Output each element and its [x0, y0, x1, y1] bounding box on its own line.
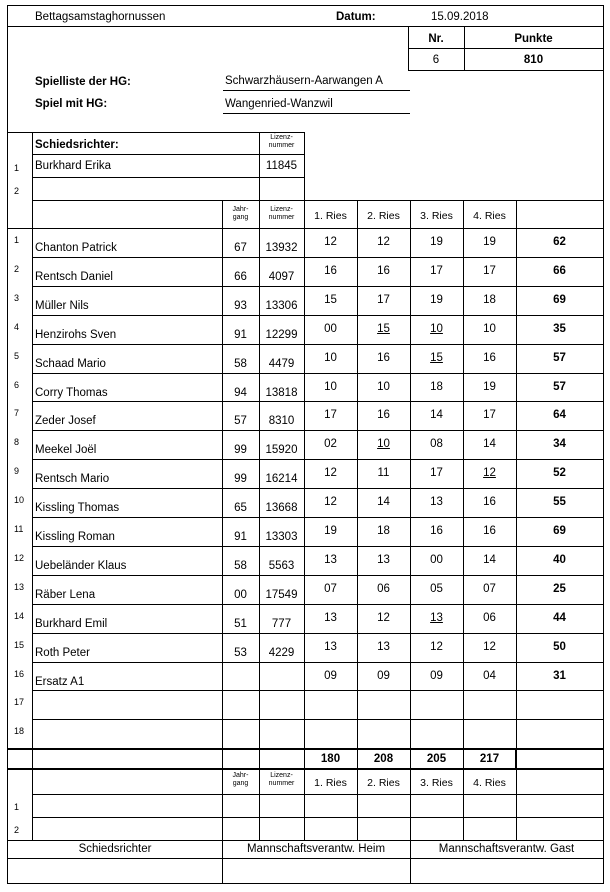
player-name: Corry Thomas [35, 386, 108, 399]
player-ries-score: 16 [377, 264, 390, 277]
player-ries-score: 19 [483, 380, 496, 393]
player-row-num: 12 [14, 552, 25, 563]
player-ries-score: 04 [483, 669, 496, 682]
referee-lizenz: 11845 [265, 160, 298, 172]
player-row-num: 6 [14, 379, 20, 390]
player-name: Zeder Josef [35, 415, 96, 428]
nr-box-bottom [408, 70, 603, 71]
player-ries-score: 19 [324, 525, 337, 537]
signature-label-3: Mannschaftsverantw. Gast [438, 843, 575, 856]
player-lizenz: 15920 [265, 444, 298, 457]
extras-bottom-line [8, 840, 603, 841]
player-ries-score: 13 [324, 640, 337, 653]
player-lizenz: 13303 [265, 531, 298, 543]
player-ries-score: 18 [377, 525, 390, 537]
spiel-mit-underline [223, 113, 410, 114]
punkte-label: Punkte [514, 33, 553, 45]
date-value: 15.09.2018 [431, 11, 489, 23]
extras-header-bottom [32, 794, 603, 795]
player-name: Räber Lena [35, 588, 96, 601]
player-total: 69 [553, 525, 566, 537]
player-jahrgang: 58 [234, 357, 247, 370]
referee-label: Schiedsrichter: [35, 139, 119, 151]
player-total: 52 [553, 467, 566, 480]
player-lizenz: 17549 [265, 588, 298, 601]
player-ries-score: 17 [377, 293, 390, 306]
player-ries-score: 15 [430, 351, 443, 364]
player-ries-score: 10 [377, 380, 390, 393]
player-ries-score: 07 [324, 582, 337, 595]
player-ries-score: 13 [377, 640, 390, 653]
referee-row-num: 2 [14, 186, 20, 196]
spiel-mit-label: Spiel mit HG: [35, 98, 108, 110]
player-total: 62 [553, 236, 566, 248]
totals-ries: 217 [479, 753, 500, 766]
player-ries-score: 09 [324, 669, 337, 682]
player-row-num: 15 [14, 639, 25, 650]
ries-header-1: 1. Ries [314, 210, 347, 222]
extras-row-line [32, 817, 603, 818]
player-name: Uebeländer Klaus [35, 559, 127, 572]
player-row-line [32, 662, 603, 663]
player-row-line [32, 344, 603, 345]
player-ries-score: 05 [430, 582, 443, 595]
player-row-num: 10 [14, 495, 25, 506]
totals-ries: 205 [426, 753, 447, 766]
players-header-bottom [8, 228, 603, 229]
player-ries-score: 16 [324, 264, 337, 277]
player-ries-score: 15 [324, 293, 337, 306]
player-total: 69 [553, 293, 566, 306]
punkte-value: 810 [523, 54, 544, 66]
player-ries-score: 17 [430, 264, 443, 277]
player-total: 35 [553, 322, 566, 335]
signature-divider-2 [410, 840, 411, 883]
sheet-title: Bettagsamstaghornussen [35, 11, 166, 23]
player-row-num: 16 [14, 668, 25, 679]
player-jahrgang: 99 [234, 473, 247, 486]
player-name: Chanton Patrick [35, 242, 117, 254]
player-lizenz: 13818 [265, 386, 298, 399]
player-ries-score: 12 [483, 467, 496, 480]
player-row-num: 18 [14, 726, 25, 737]
player-ries-score: 15 [377, 322, 390, 335]
player-row-num: 11 [14, 524, 24, 534]
player-row-line [32, 517, 603, 518]
player-ries-score: 09 [430, 669, 443, 682]
player-row-num: 8 [14, 437, 20, 448]
player-lizenz: 12299 [265, 328, 298, 341]
signature-label-1: Schiedsrichter [78, 843, 152, 856]
player-row-line [32, 633, 603, 634]
signature-divider-1 [222, 840, 223, 883]
player-ries-score: 18 [483, 293, 496, 306]
player-lizenz: 4479 [268, 357, 295, 370]
player-jahrgang: 00 [234, 588, 247, 601]
player-ries-score: 00 [430, 553, 443, 566]
player-row-num: 7 [14, 408, 20, 419]
player-row-num: 2 [14, 263, 20, 274]
player-jahrgang: 99 [234, 444, 247, 457]
player-ries-score: 18 [430, 380, 443, 393]
date-label: Datum: [336, 11, 376, 23]
player-jahrgang: 67 [234, 242, 247, 254]
referee-lizenz-header [259, 134, 304, 150]
extras-lizenz-line: nummer [268, 780, 295, 788]
spielliste-value: Schwarzhäusern-Aarwangen A [225, 75, 383, 87]
referee-lizenz-header-1: Lizenz- [270, 134, 293, 141]
signature-label-2: Mannschaftsverantw. Heim [246, 843, 386, 856]
player-ries-score: 13 [430, 611, 443, 624]
totals-ries: 180 [320, 753, 341, 766]
player-ries-score: 10 [430, 322, 443, 335]
player-ries-score: 00 [324, 322, 337, 335]
player-total: 57 [553, 351, 566, 364]
player-row-line [32, 315, 603, 316]
player-ries-score: 16 [483, 496, 496, 509]
player-name: Kissling Roman [35, 531, 115, 543]
player-total: 40 [553, 553, 566, 566]
player-lizenz: 13306 [265, 299, 298, 312]
player-ries-score: 13 [430, 496, 443, 509]
player-ries-score: 16 [430, 525, 443, 537]
player-row-line [32, 575, 603, 576]
player-ries-score: 10 [324, 351, 337, 364]
referee-row-line [32, 177, 304, 178]
totals-bottom-line [8, 768, 603, 770]
player-ries-score: 12 [377, 236, 390, 248]
player-ries-score: 16 [377, 351, 390, 364]
player-lizenz: 16214 [265, 473, 298, 486]
player-total: 31 [553, 669, 566, 682]
player-ries-score: 13 [377, 553, 390, 566]
player-ries-score: 10 [483, 322, 496, 335]
player-name: Ersatz A1 [35, 675, 85, 688]
player-row-num: 17 [14, 697, 25, 708]
player-jahrgang: 91 [234, 328, 247, 341]
player-ries-score: 06 [377, 582, 390, 595]
player-total: 64 [553, 409, 566, 422]
player-ries-score: 16 [483, 351, 496, 364]
player-row-num: 13 [14, 581, 25, 592]
player-ries-score: 12 [324, 467, 337, 480]
player-ries-score: 12 [430, 640, 443, 653]
player-name: Schaad Mario [35, 357, 106, 370]
player-total: 66 [553, 264, 566, 277]
player-ries-score: 16 [483, 525, 496, 537]
player-row-line [32, 719, 603, 720]
jahrgang-header-line: gang [232, 214, 249, 221]
extras-ries-header-1: 1. Ries [314, 777, 347, 790]
player-jahrgang: 53 [234, 646, 247, 659]
player-ries-score: 09 [377, 669, 390, 682]
player-total: 50 [553, 640, 566, 653]
player-ries-score: 17 [483, 409, 496, 422]
player-total: 34 [553, 438, 566, 451]
player-jahrgang: 65 [234, 502, 247, 515]
player-ries-score: 02 [324, 438, 337, 451]
player-row-line [32, 690, 603, 691]
referee-name: Burkhard Erika [35, 160, 112, 172]
player-ries-score: 14 [430, 409, 443, 422]
player-lizenz: 13668 [265, 502, 298, 515]
player-total: 44 [553, 611, 566, 624]
nr-label: Nr. [428, 33, 444, 45]
player-lizenz: 8310 [268, 415, 295, 428]
num-column-line [32, 132, 33, 840]
player-ries-score: 19 [430, 293, 443, 306]
lizenz-header [259, 206, 304, 222]
player-row-line [32, 488, 603, 489]
player-row-line [32, 459, 603, 460]
spielliste-underline [223, 90, 410, 91]
referee-row-num: 1 [14, 163, 20, 173]
referee-header-line [32, 154, 304, 155]
player-jahrgang: 94 [234, 386, 247, 399]
extras-lizenz-header [259, 772, 304, 788]
jahrgang-header [222, 206, 259, 222]
player-name: Roth Peter [35, 646, 90, 659]
player-row-num: 4 [14, 321, 20, 332]
player-lizenz: 5563 [268, 559, 295, 572]
player-ries-score: 19 [483, 236, 496, 248]
player-jahrgang: 93 [234, 299, 247, 312]
extras-row-num: 1 [14, 802, 20, 813]
extras-row-num: 2 [14, 825, 20, 836]
player-ries-score: 07 [483, 582, 496, 595]
player-ries-score: 13 [324, 611, 337, 624]
extras-jahrgang-line: gang [232, 780, 249, 788]
player-name: Burkhard Emil [35, 617, 108, 630]
player-row-num: 3 [14, 292, 20, 303]
player-lizenz: 4097 [268, 270, 295, 283]
jahrgang-header-line: Jahr- [232, 206, 249, 213]
player-row-line [32, 286, 603, 287]
lizenz-header-line: nummer [268, 214, 295, 221]
totals-top-line [8, 748, 603, 750]
player-ries-score: 08 [430, 438, 443, 451]
player-lizenz: 13932 [265, 242, 298, 254]
referee-lizenz-header-2: nummer [268, 142, 295, 149]
extras-jahrgang-line: Jahr- [232, 772, 249, 780]
spiel-mit-value: Wangenried-Wanzwil [225, 98, 333, 110]
extras-ries-header-2: 2. Ries [367, 777, 400, 790]
player-lizenz: 777 [271, 617, 292, 630]
player-ries-score: 16 [377, 409, 390, 422]
player-row-line [32, 373, 603, 374]
player-ries-score: 19 [430, 236, 443, 248]
header-divider [8, 26, 603, 27]
player-ries-score: 12 [377, 611, 390, 624]
player-jahrgang: 66 [234, 270, 247, 283]
player-total: 55 [553, 496, 566, 509]
nr-value: 6 [432, 54, 440, 66]
player-row-line [32, 401, 603, 402]
player-ries-score: 14 [377, 496, 390, 509]
player-row-line [32, 430, 603, 431]
player-ries-score: 10 [377, 438, 390, 451]
spielliste-label: Spielliste der HG: [35, 76, 131, 88]
player-lizenz: 4229 [268, 646, 295, 659]
ries-header-4: 4. Ries [473, 210, 506, 222]
player-jahrgang: 51 [234, 617, 247, 630]
extras-jahrgang-header [222, 772, 259, 788]
player-name: Rentsch Mario [35, 473, 110, 486]
player-row-line [32, 604, 603, 605]
score-sheet [7, 5, 604, 884]
extras-ries-header-4: 4. Ries [473, 777, 506, 790]
players-header-top [32, 200, 603, 201]
player-jahrgang: 57 [234, 415, 247, 428]
player-ries-score: 11 [377, 467, 390, 480]
extras-lizenz-line: Lizenz- [270, 772, 293, 780]
player-row-num: 5 [14, 350, 20, 361]
player-name: Müller Nils [35, 299, 89, 312]
ries-header-2: 2. Ries [367, 210, 400, 222]
player-row-line [32, 257, 603, 258]
player-ries-score: 17 [483, 264, 496, 277]
player-ries-score: 10 [324, 380, 337, 393]
player-name: Rentsch Daniel [35, 270, 113, 283]
player-row-num: 1 [14, 235, 20, 245]
player-name: Kissling Thomas [35, 502, 120, 515]
player-ries-score: 14 [483, 438, 496, 451]
lizenz-header-line: Lizenz- [270, 206, 293, 213]
player-row-line [32, 546, 603, 547]
player-jahrgang: 91 [234, 531, 247, 543]
player-ries-score: 13 [324, 553, 337, 566]
ries-header-3: 3. Ries [420, 210, 453, 222]
nr-box-mid-line [408, 48, 603, 49]
player-ries-score: 12 [483, 640, 496, 653]
player-jahrgang: 58 [234, 559, 247, 572]
jahrgang-column-line [222, 200, 223, 840]
totals-ries: 208 [373, 753, 394, 766]
player-row-num: 9 [14, 466, 20, 477]
player-ries-score: 17 [430, 467, 443, 480]
player-total: 25 [553, 582, 566, 595]
player-ries-score: 12 [324, 496, 337, 509]
player-ries-score: 06 [483, 611, 496, 624]
player-ries-score: 14 [483, 553, 496, 566]
signature-header-line [8, 858, 603, 859]
player-row-num: 14 [14, 610, 25, 621]
player-ries-score: 12 [324, 236, 337, 248]
player-total: 57 [553, 380, 566, 393]
player-ries-score: 17 [324, 409, 337, 422]
player-name: Henzirohs Sven [35, 328, 117, 341]
player-name: Meekel Joël [35, 444, 97, 457]
extras-ries-header-3: 3. Ries [420, 777, 453, 790]
